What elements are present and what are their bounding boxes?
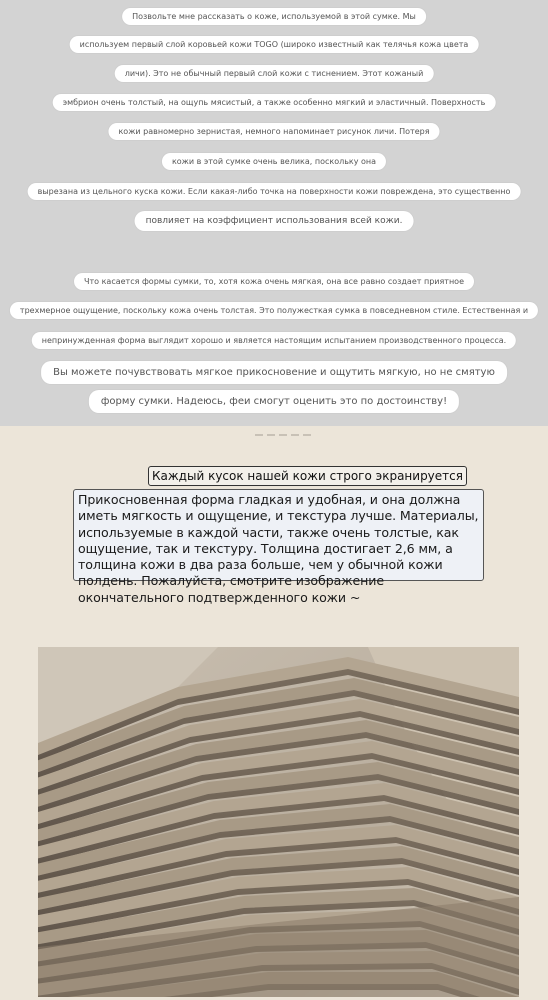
description-line: вырезана из цельного куска кожи. Если какая-либо точка на поверхности кожи повреждена, это существенно bbox=[28, 183, 521, 200]
shape-line: непринужденная форма выглядит хорошо и является настоящим испытанием производственного процесса. bbox=[32, 332, 516, 349]
shape-line: Что касается формы сумки, то, хотя кожа очень мягкая, она все равно создает приятное bbox=[74, 273, 474, 290]
shape-line: Вы можете почувствовать мягкое прикосновение и ощутить мягкую, но не смятую bbox=[41, 361, 507, 384]
description-line: повлияет на коэффициент использования всей кожи. bbox=[135, 211, 414, 231]
shape-line: трехмерное ощущение, поскольку кожа очень толстая. Это полужесткая сумка в повседневном стиле. Естественная и bbox=[10, 302, 538, 319]
leather-stack-photo bbox=[38, 647, 519, 997]
shape-line: форму сумки. Надеюсь, феи смогут оценить это по достоинству! bbox=[89, 390, 459, 413]
description-line: личи). Это не обычный первый слой кожи с тиснением. Этот кожаный bbox=[115, 65, 434, 82]
section-heading: Каждый кусок нашей кожи строго экранируется bbox=[148, 466, 467, 486]
description-line: кожи равномерно зернистая, немного напоминает рисунок личи. Потеря bbox=[108, 123, 439, 140]
description-line: Позвольте мне рассказать о коже, используемой в этой сумке. Мы bbox=[122, 8, 426, 25]
divider bbox=[255, 434, 315, 436]
section-body: Прикосновенная форма гладкая и удобная, и она должна иметь мягкость и ощущение, и текстура лучше. Материалы, используемые в каждой части, также очень толстые, как ощущение, так и текстуру. Толщина достигает 2,6 мм, а толщина кожи в два раза больше, чем у обычной кожи полдень. Пожалуйста, смотрите изображение окончательного подтвержденного кожи ~ bbox=[73, 489, 484, 581]
leather-stack-illustration bbox=[38, 647, 519, 997]
description-panel bbox=[0, 0, 548, 426]
description-line: эмбрион очень толстый, на ощупь мясистый, а также особенно мягкий и эластичный. Поверхность bbox=[53, 94, 496, 111]
description-line: используем первый слой коровьей кожи TOGO (широко известный как телячья кожа цвета bbox=[70, 36, 479, 53]
description-line: кожи в этой сумке очень велика, поскольку она bbox=[162, 153, 386, 170]
